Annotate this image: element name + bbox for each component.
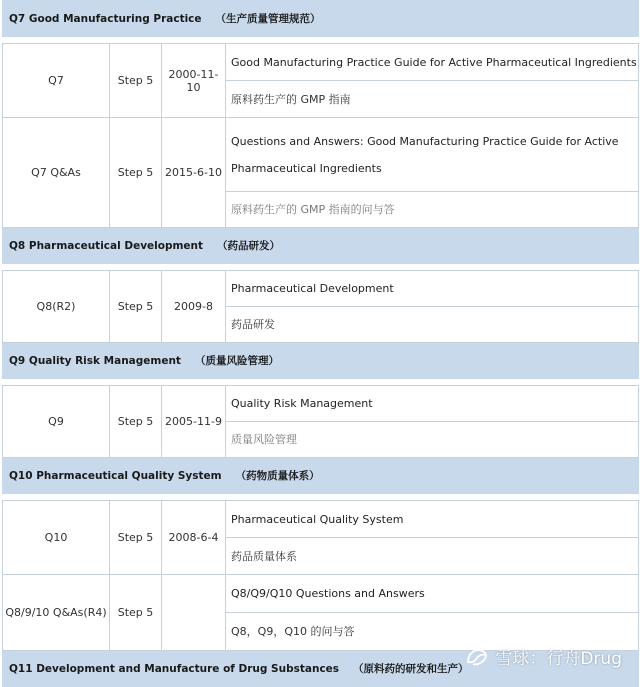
guideline-code: Q10 (3, 501, 110, 575)
section-gap (3, 494, 639, 501)
section-title (3, 228, 639, 264)
guideline-date: 2005-11-9 (162, 386, 226, 458)
section-title-zh: （质量风险管理） (194, 355, 279, 367)
guideline-table (2, 0, 639, 687)
guideline-step: Step 5 (110, 575, 162, 651)
section-gap (3, 264, 639, 271)
watermark (465, 644, 622, 669)
section-title-en: Q7 Good Manufacturing Practice (9, 13, 202, 25)
section-title-zh: （原料药的研发和生产） (353, 663, 469, 675)
guideline-title-en: Pharmaceutical Development (226, 271, 639, 307)
section-title (3, 1, 639, 37)
guideline-title-en: Good Manufacturing Practice Guide for Active Pharmaceutical Ingredients (226, 44, 639, 81)
guideline-code: Q9 (3, 386, 110, 458)
table-row-q9 (3, 386, 639, 422)
section-title-en: Q8 Pharmaceutical Development (9, 240, 204, 252)
watermark-text: 雪球：行舟Drug (495, 649, 622, 669)
section-title (3, 458, 639, 494)
guideline-title-en (226, 118, 639, 192)
section-gap (3, 37, 639, 44)
guideline-title-zh: 原料药生产的 GMP 指南的问与答 (226, 192, 639, 228)
table-row-q8-9-10-qas (3, 575, 639, 613)
section-header-q10 (3, 458, 639, 494)
guideline-title-zh: 药品质量体系 (226, 538, 639, 575)
guideline-title-en: Pharmaceutical Quality System (226, 501, 639, 538)
guideline-title-zh: 药品研发 (226, 307, 639, 343)
guideline-title-en-line1: Questions and Answers: Good Manufacturing Practice Guide for Active (231, 134, 619, 148)
guideline-date: 2000-11-10 (162, 44, 226, 118)
section-title-en: Q9 Quality Risk Management (9, 355, 181, 367)
guideline-code: Q8/9/10 Q&As(R4) (3, 575, 110, 651)
snowball-logo-icon (465, 646, 489, 668)
section-title-en: Q10 Pharmaceutical Quality System (9, 470, 222, 482)
guideline-title-en-line2: Pharmaceutical Ingredients (231, 161, 382, 175)
section-header-q8 (3, 228, 639, 264)
guideline-code: Q7 (3, 44, 110, 118)
guideline-title-zh: Q8，Q9，Q10 的问与答 (226, 613, 639, 651)
section-title-zh: （药品研发） (217, 240, 281, 252)
table-row-q7-qas (3, 118, 639, 192)
guideline-step: Step 5 (110, 271, 162, 343)
section-title (3, 343, 639, 379)
guideline-step: Step 5 (110, 44, 162, 118)
guideline-step: Step 5 (110, 386, 162, 458)
guideline-title-zh: 质量风险管理 (226, 422, 639, 458)
section-header-q9 (3, 343, 639, 379)
guideline-title-zh: 原料药生产的 GMP 指南 (226, 81, 639, 118)
table-row-q10 (3, 501, 639, 538)
guideline-step: Step 5 (110, 501, 162, 575)
section-gap (3, 379, 639, 386)
guideline-date (162, 575, 226, 651)
guideline-date: 2008-6-4 (162, 501, 226, 575)
section-title-zh: （药物质量体系） (235, 470, 320, 482)
guideline-date: 2009-8 (162, 271, 226, 343)
guideline-title-en: Q8/Q9/Q10 Questions and Answers (226, 575, 639, 613)
guideline-title-en: Quality Risk Management (226, 386, 639, 422)
guideline-code: Q7 Q&As (3, 118, 110, 228)
section-title-en: Q11 Development and Manufacture of Drug Substances (9, 663, 340, 675)
guideline-step: Step 5 (110, 118, 162, 228)
section-title-zh: （生产质量管理规范） (215, 13, 321, 25)
guideline-code: Q8(R2) (3, 271, 110, 343)
guideline-date: 2015-6-10 (162, 118, 226, 228)
table-row-q8 (3, 271, 639, 307)
table-row-q7 (3, 44, 639, 81)
section-header-q7 (3, 1, 639, 37)
